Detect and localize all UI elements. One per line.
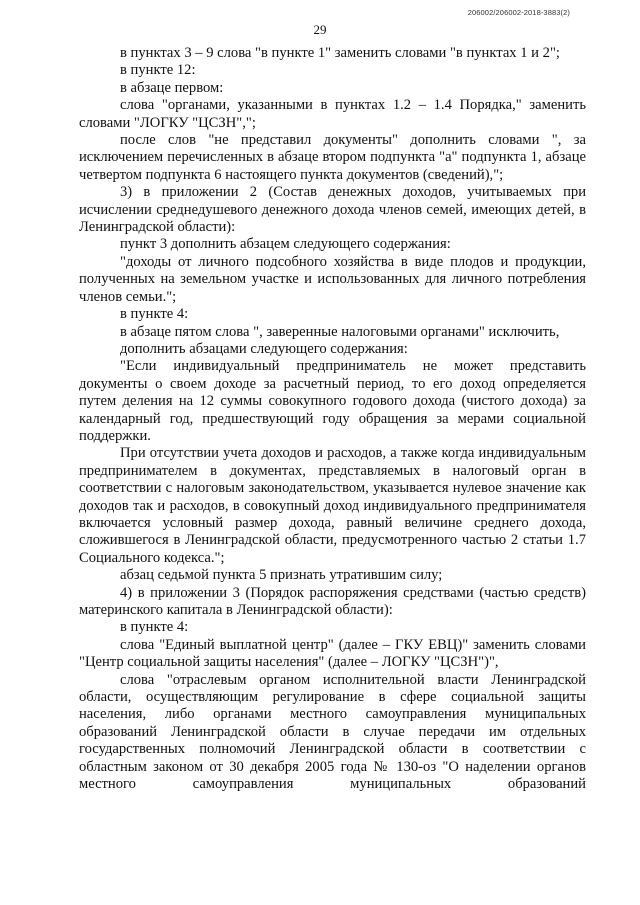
paragraph: слова "органами, указанными в пунктах 1.2 – 1.4 Порядка," заменить словами "ЛОГКУ "ЦСЗН","; <box>79 97 586 131</box>
paragraph: после слов "не представил документы" дополнить словами ", за исключением перечисленных в абзаце втором подпункта "а" подпункта 1, абзаце четвертом подпункта 6 настоящего пункта документов (сведений),"; <box>79 132 586 183</box>
paragraph: дополнить абзацами следующего содержания: <box>120 340 408 357</box>
paragraph: в пунктах 3 – 9 слова "в пункте 1" заменить словами "в пунктах 1 и 2"; <box>120 45 560 61</box>
document-body <box>79 45 586 793</box>
paragraph: в абзаце пятом слова ", заверенные налоговыми органами" исключить, <box>120 323 560 340</box>
paragraph: абзац седьмой пункта 5 признать утратившим силу; <box>120 567 443 584</box>
paragraph: 3) в приложении 2 (Состав денежных доходов, учитываемых при исчислении среднедушевого денежного дохода членов семей, имеющих детей, в Ленинградской области): <box>79 184 586 236</box>
paragraph: в абзаце первом: <box>120 79 224 96</box>
paragraph: "доходы от личного подсобного хозяйства в виде плодов и продукции, полученных на земельном участке и использованных для личного потребления членов семьи."; <box>79 253 586 305</box>
paragraph: слова "Единый выплатной центр" (далее – ГКУ ЕВЦ)" заменить словами "Центр социальной защиты населения" (далее – ЛОГКУ "ЦСЗН")", <box>79 636 586 671</box>
paragraph: в пункте 12: <box>120 62 196 79</box>
page-number: 29 <box>313 22 327 37</box>
paragraph: в пункте 4: <box>120 306 189 323</box>
paragraph: пункт 3 дополнить абзацем следующего содержания: <box>120 236 451 253</box>
paragraph: в пункте 4: <box>120 619 189 636</box>
paragraph: "Если индивидуальный предприниматель не может представить документы о своем доходе за расчетный период, то его доход определяется путем деления на 12 суммы совокупного годового дохода (чистого дохода) за календарный год, предшествующий году обращения за мерами социальной поддержки. <box>79 358 586 444</box>
document-id: 206002/206002-2018-3883(2) <box>467 8 570 17</box>
paragraph: 4) в приложении 3 (Порядок распоряжения средствами (частью средств) материнского капитала в Ленинградской области): <box>79 584 586 618</box>
paragraph: При отсутствии учета доходов и расходов, а также когда индивидуальным предпринимателем в документах, представляемых в налоговый орган в соответствии с налоговым законодательством, указывается нулевое значение как доходов так и расходов, в совокупный доход индивидуального предпринимателя включается условный размер дохода, равный величине среднего дохода, сложившегося в Ленинградской области, предусмотренного частью 2 статьи 1.7 Социального кодекса."; <box>79 445 586 566</box>
paragraph: слова "отраслевым органом исполнительной власти Ленинградской области, осуществляющим регулирование в сфере социальной защиты населения, либо органами местного самоуправления муниципальных образований Ленинградской области в случае передачи им отдельных государственных полномочий Ленинградской области в соответствии с областным законом от 30 декабря 2005 года № 130-оз "О наделении органов местного самоуправления муниципальных образований <box>79 671 586 793</box>
